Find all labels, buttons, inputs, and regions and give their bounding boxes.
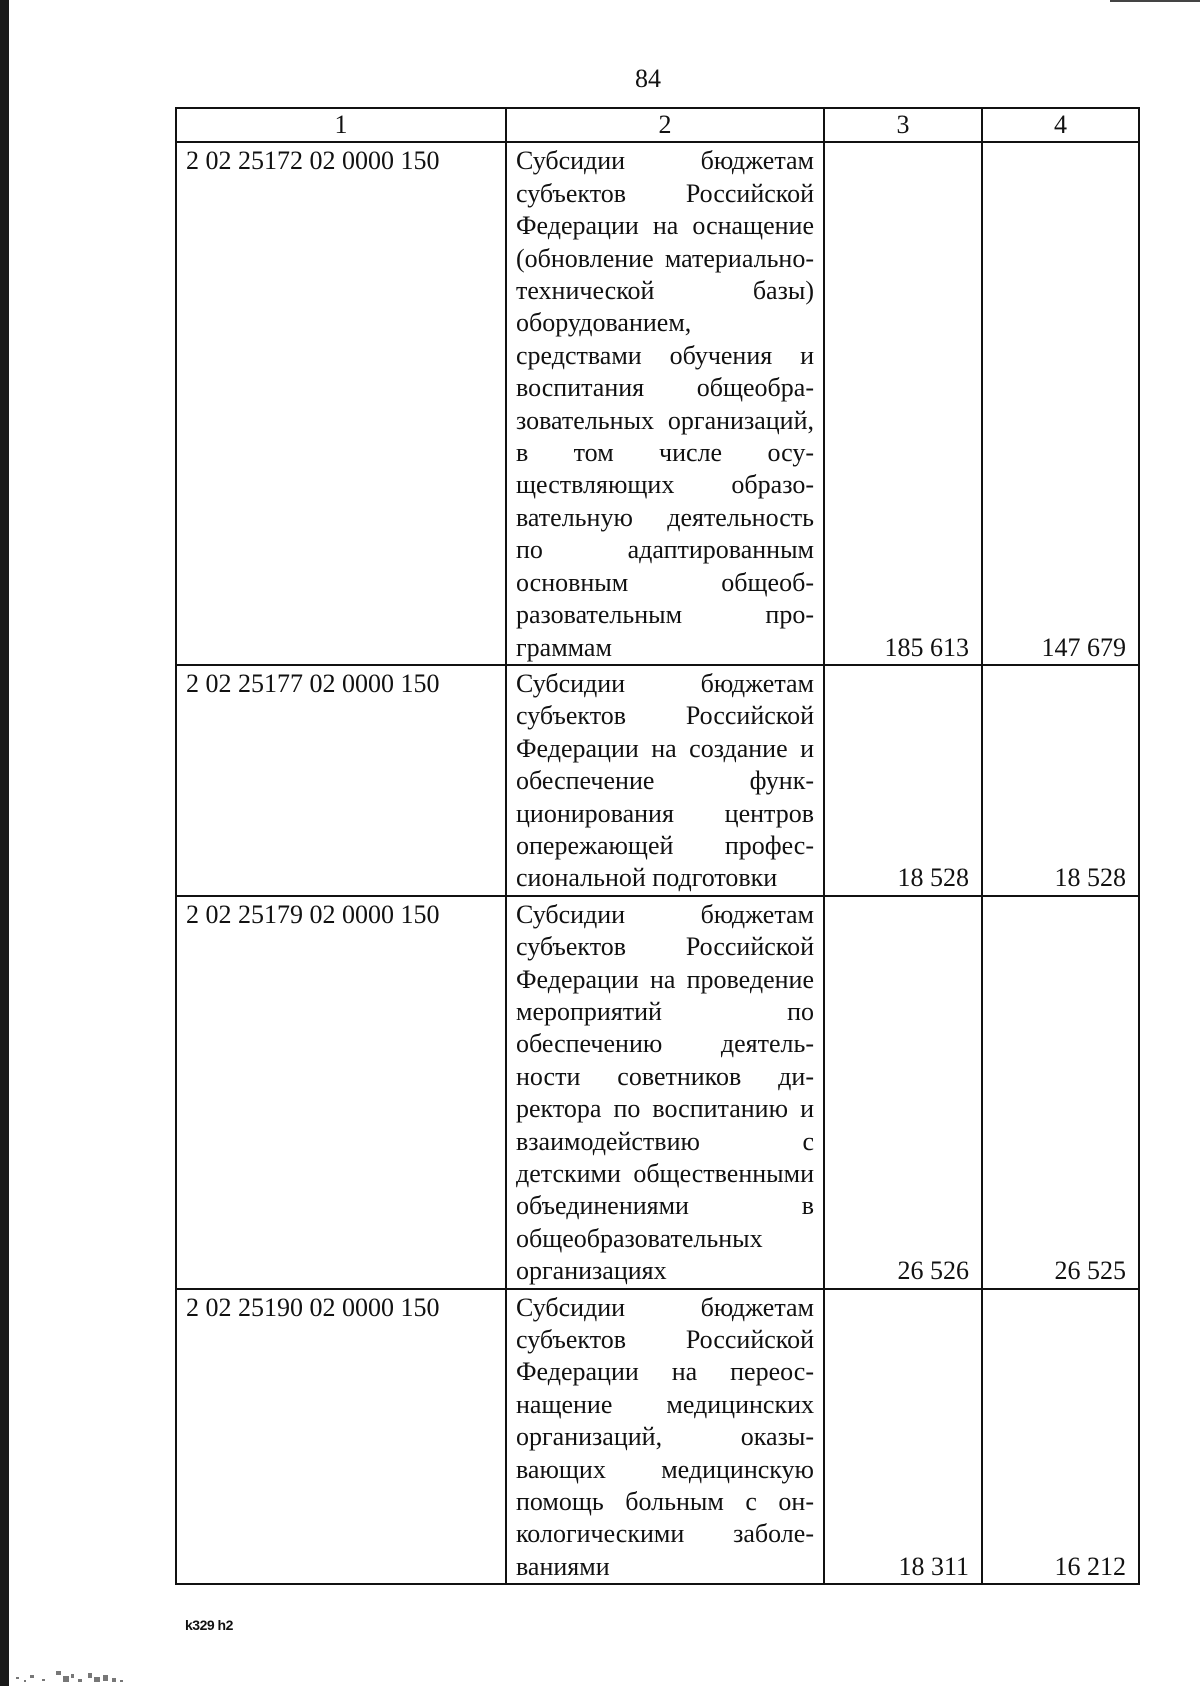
header-col-1: 1	[176, 108, 506, 142]
row-amount-year1: 18 311	[824, 1289, 982, 1585]
row-amount-year1: 18 528	[824, 665, 982, 896]
table-header	[176, 108, 1139, 142]
row-amount-year2: 18 528	[982, 665, 1139, 896]
scan-edge-left	[0, 0, 9, 1686]
header-col-2: 2	[506, 108, 824, 142]
table-body	[176, 142, 1139, 1584]
row-description: Субсидии бюджетам субъектов Российской Федерации на создание и обеспечение функционирования центров опережающей профессиональной подготовки	[506, 665, 824, 896]
row-code: 2 02 25172 02 0000 150	[176, 142, 506, 665]
row-amount-year1: 26 526	[824, 896, 982, 1289]
row-description: Субсидии бюджетам субъектов Российской Федерации на проведение мероприятий по обеспечению деятельности советников директора по воспитанию и взаимодействию с детскими общественными объединениями в общеобразовательных организациях	[506, 896, 824, 1289]
header-col-3: 3	[824, 108, 982, 142]
header-row	[176, 108, 1139, 142]
budget-table	[175, 107, 1140, 1585]
scan-edge-top-right	[1110, 0, 1200, 2]
table-row	[176, 142, 1139, 665]
row-description: Субсидии бюджетам субъектов Российской Федерации на оснащение (обновление материально-технической базы) оборудованием, средствами обучения и воспитания общеобразовательных организаций, в том числе осуществляющих образовательную деятельность по адаптированным основным общеобразовательным программам	[506, 142, 824, 665]
row-amount-year1: 185 613	[824, 142, 982, 665]
header-col-4: 4	[982, 108, 1139, 142]
table-row	[176, 1289, 1139, 1585]
page-number: 84	[635, 64, 661, 93]
row-code: 2 02 25190 02 0000 150	[176, 1289, 506, 1585]
table-row	[176, 665, 1139, 896]
table-row	[176, 896, 1139, 1289]
row-description: Субсидии бюджетам субъектов Российской Федерации на переоснащение медицинских организаций, оказывающих медицинскую помощь больным с онкологическими заболеваниями	[506, 1289, 824, 1585]
row-code: 2 02 25179 02 0000 150	[176, 896, 506, 1289]
document-code: k329 h2	[185, 1617, 233, 1633]
row-amount-year2: 16 212	[982, 1289, 1139, 1585]
row-amount-year2: 26 525	[982, 896, 1139, 1289]
row-code: 2 02 25177 02 0000 150	[176, 665, 506, 896]
row-amount-year2: 147 679	[982, 142, 1139, 665]
scan-noise-artifact	[8, 1665, 138, 1686]
